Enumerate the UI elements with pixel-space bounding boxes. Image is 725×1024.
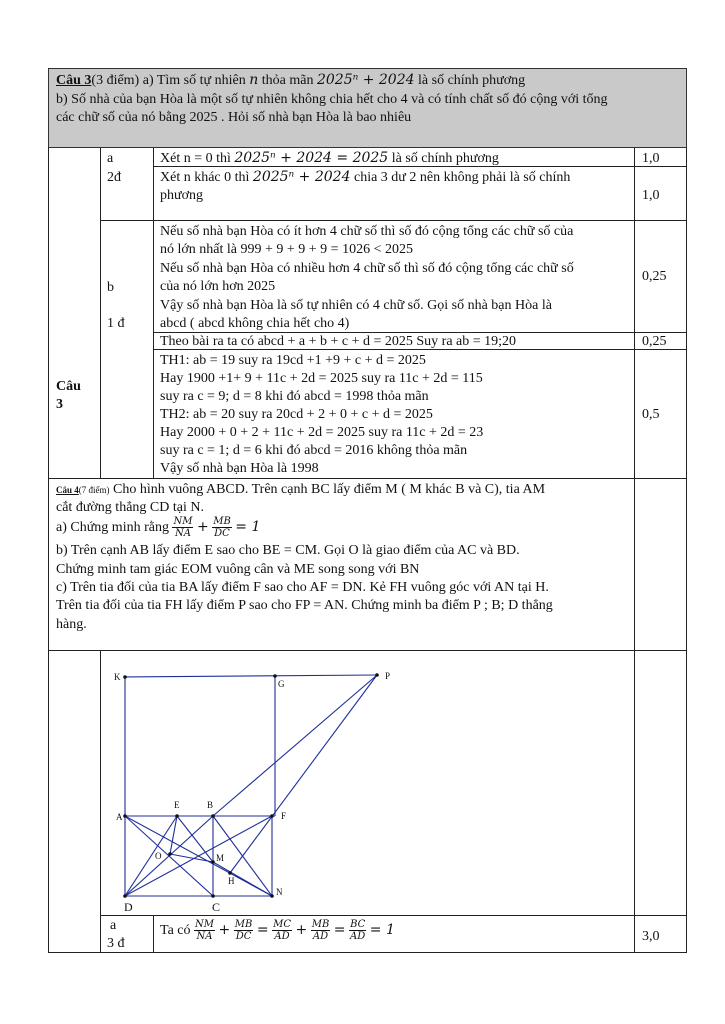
q3-label-num: 3 (56, 397, 63, 412)
label-M: M (216, 853, 225, 863)
q3-b-row1-line: abcd ( abcd không chia hết cho 4) (160, 316, 350, 331)
q4-sol-end: = 1 (369, 922, 395, 938)
q3-a-row2-post: chia 3 dư 2 nên không phải là số chính (353, 170, 571, 185)
q4-a-eq: = 1 (235, 519, 261, 535)
q4-sol-frac: $\frac{NM}{NA}$ (195, 919, 215, 943)
q4-sol-pre: Ta có (160, 923, 191, 938)
q4-c-line1: c) Trên tia đối của tia BA lấy điểm F sao cho AF = DN. Kẻ FH vuông góc với AN tại H. (56, 580, 549, 595)
q3-b-row1-line: Nếu số nhà bạn Hòa có nhiều hơn 4 chữ số thì số đó cộng tổng các chữ số (160, 261, 574, 276)
label-C: C (212, 900, 221, 914)
label-D: D (124, 900, 133, 914)
q3-part-a: a (107, 151, 114, 166)
q3-header-line3: các chữ số của nó bằng 2025 . Hỏi số nhà bạn Hòa là bao nhiêu (56, 110, 412, 125)
label-N: N (276, 887, 283, 897)
q3-b-row1-score: 0,25 (642, 269, 667, 284)
q3-b-row2: Theo bài ra ta có abcd + a + b + c + d = 2025 Suy ra ab = 19;20 (160, 334, 517, 349)
q3-b-row3-line: suy ra c = 1; d = 6 khi đó abcd = 2016 không thỏa mãn (160, 443, 468, 458)
q4-part-a: a (110, 918, 117, 933)
label-B: B (207, 800, 214, 810)
q3-header-line2: b) Số nhà của bạn Hòa là một số tự nhiên không chia hết cho 4 và có tính chất số đó cộng với tổng (56, 92, 608, 107)
q4-sol-frac: $\frac{BC}{AD}$ (350, 919, 366, 943)
label-O: O (155, 851, 162, 861)
q4-b-line1: b) Trên cạnh AB lấy điểm E sao cho BE = CM. Gọi O là giao điểm của AC và BD. (56, 543, 520, 558)
label-G: G (278, 679, 285, 689)
q4-frac-nm-na: $\frac{NM}{NA}$ (173, 516, 193, 540)
q3-b-row2-score: 0,25 (642, 334, 667, 349)
q3-a-row1-expr: 2025ⁿ + 2024 = 2025 (234, 150, 389, 166)
q3-label-cau: Câu (56, 379, 81, 394)
q3-a-row2-line2: phương (160, 188, 203, 203)
q3-a-row2-score: 1,0 (642, 188, 660, 203)
q3-b-row1-line: Nếu số nhà bạn Hòa có ít hơn 4 chữ số thì số đó cộng tổng các chữ số của (160, 224, 574, 239)
q4-geometry-figure (100, 651, 634, 915)
q4-c-line2: Trên tia đối của tia FH lấy điểm P sao cho FP = AN. Chứng minh ba điểm P ; B; D thẳng (56, 598, 553, 613)
q3-expr: 2025ⁿ + 2024 (316, 72, 415, 88)
q4-points: (7 điểm) (78, 485, 110, 495)
q4-frac-mb-dc: $\frac{MB}{DC}$ (213, 516, 231, 540)
q3-b-row3-line: suy ra c = 9; d = 8 khi đó abcd = 1998 thỏa mãn (160, 389, 429, 404)
q4-sol-frac: $\frac{MB}{AD}$ (311, 919, 330, 943)
label-H: H (228, 876, 235, 886)
q3-b-row1-line: của nó lớn hơn 2025 (160, 279, 276, 294)
q4-intro-line2: cắt đường thẳng CD tại N. (56, 500, 204, 515)
q4-c-line3: hàng. (56, 617, 87, 632)
q3-end: là số chính phương (418, 73, 526, 88)
q4-intro-line1 (56, 481, 545, 499)
q4-a-line: a) Chứng minh rằng $\frac{NM}{NA}$ + $\frac{MB}{DC}$ = 1 (56, 516, 261, 540)
q3-var-n: n (249, 72, 259, 88)
q3-a-row1-score: 1,0 (642, 151, 660, 166)
q3-b-row3-score: 0,5 (642, 407, 660, 422)
q3-points: (3 điểm) a) Tìm số tự nhiên (91, 73, 246, 88)
q3-a-row1-pre: Xét n = 0 thì (160, 151, 231, 166)
label-K: K (114, 672, 121, 682)
q3-a-row2-expr: 2025ⁿ + 2024 (252, 169, 351, 185)
q4-sol-frac: $\frac{MB}{DC}$ (234, 919, 253, 943)
q4-a-text: a) Chứng minh rằng (56, 520, 169, 535)
q3-b-row1-line: Vậy số nhà bạn Hòa là số tự nhiên có 4 chữ số. Gọi số nhà bạn Hòa là (160, 298, 552, 313)
label-P: P (385, 671, 391, 681)
q3-b-row1-line: nó lớn nhất là 999 + 9 + 9 + 9 = 1026 < 2025 (160, 242, 413, 257)
q3-title: Câu 3 (56, 73, 92, 88)
q4-title: Câu 4 (56, 485, 79, 495)
label-F: F (281, 811, 287, 821)
q3-a-row1-post: là số chính phương (391, 151, 499, 166)
q3-b-row3-line: TH2: ab = 20 suy ra 20cd + 2 + 0 + c + d = 2025 (160, 407, 433, 422)
q4-part-a-pts: 3 đ (107, 936, 125, 951)
q3-a-row2-pre: Xét n khác 0 thì (160, 170, 250, 185)
q3-a-row1 (160, 150, 499, 167)
q4-sol-score: 3,0 (642, 929, 660, 944)
label-E: E (174, 800, 180, 810)
q3-a-row2 (160, 169, 570, 186)
q3-header-line1 (56, 72, 525, 89)
q4-a-solution: Ta có $\frac{NM}{NA}$ + $\frac{MB}{DC}$ = $\frac{MC}{AD}$ + $\frac{MB}{AD}$ = $\frac{BC}{AD}$ = 1 (160, 919, 395, 943)
q3-mid: thỏa mãn (261, 73, 314, 88)
q3-b-row3-line: TH1: ab = 19 suy ra 19cd +1 +9 + c + d = 2025 (160, 353, 426, 368)
q4-intro1: Cho hình vuông ABCD. Trên cạnh BC lấy điểm M ( M khác B và C), tia AM (113, 482, 546, 497)
q3-b-row3-line: Hay 1900 +1+ 9 + 11c + 2d = 2025 suy ra 11c + 2d = 115 (160, 371, 483, 386)
q3-part-a-pts: 2đ (107, 170, 121, 185)
q3-b-row3-line: Vậy số nhà bạn Hòa là 1998 (160, 461, 319, 476)
q4-sol-frac: $\frac{MC}{AD}$ (273, 919, 291, 943)
label-A: A (116, 812, 123, 822)
q4-b-line2: Chứng minh tam giác EOM vuông cân và ME song song với BN (56, 562, 420, 577)
q3-part-b: b (107, 280, 114, 295)
q3-b-row3-line: Hay 2000 + 0 + 2 + 11c + 2d = 2025 suy ra 11c + 2d = 23 (160, 425, 484, 440)
q3-part-b-pts: 1 đ (107, 316, 125, 331)
